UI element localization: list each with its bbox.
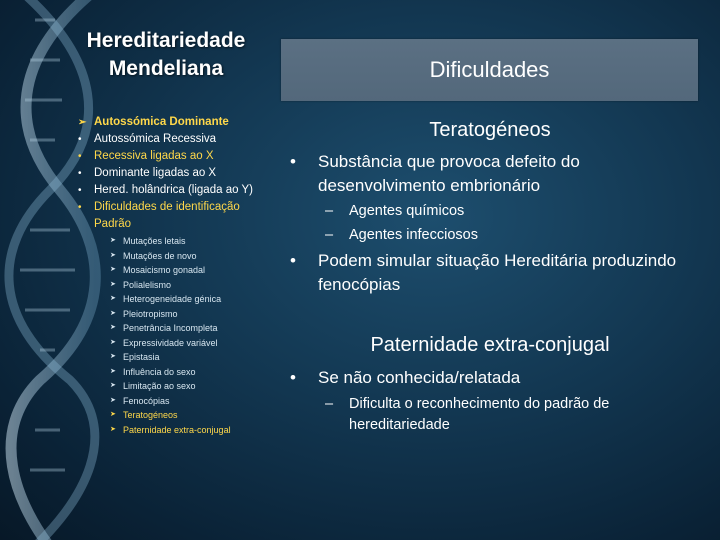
arrow-bullet-icon: ➤ [110,237,116,244]
difficulty-item-text: Polialelismo [123,279,172,290]
list-bullet: • [78,151,82,162]
panel-title: Dificuldades [429,57,550,82]
difficulty-item [110,249,280,264]
difficulty-item-text: Penetrância Incompleta [123,323,218,333]
list-bullet: • [78,185,82,196]
difficulty-item-text: Mutações de novo [123,250,197,261]
bullet-text: Substância que provoca defeito do desenvolvimento embrionário [318,152,580,195]
dash-item-difficulty [325,394,685,436]
arrow-bullet-icon: ➤ [110,280,116,288]
difficulty-item-text: Epistasia [123,352,160,362]
difficulty-item-text: Paternidade extra-conjugal [123,424,231,435]
arrow-bullet-icon: ➤ [110,425,116,433]
inheritance-list-item [78,131,278,148]
dash-item-chemical [325,200,685,222]
difficulty-item [110,379,280,394]
paternity-heading: Paternidade extra-conjugal [370,334,610,356]
difficulty-item-text: Pleiotropismo [123,308,178,319]
list-bullet: • [78,202,82,213]
inheritance-list-item [78,114,278,131]
difficulty-item [110,394,280,409]
dash-marker: – [325,396,334,412]
bullet-dot: • [290,251,296,270]
title-panel [281,39,698,101]
dash-marker: – [325,227,334,243]
difficulty-item [110,321,280,336]
list-bullet: • [78,168,82,179]
difficulty-item [110,278,280,293]
difficulty-item-text: Expressividade variável [123,337,218,348]
dash-text: Agentes infecciosos [349,227,478,243]
difficulty-item-text: Heterogeneidade génica [123,294,222,304]
difficulty-item [110,423,280,438]
inheritance-list [78,114,278,233]
arrow-bullet-icon: ➤ [110,251,116,259]
dash-text: Dificulta o reconhecimento do padrão de hereditariedade [349,396,610,433]
difficulty-item [110,336,280,351]
difficulty-item [110,307,280,322]
arrow-bullet-icon: ➤ [110,367,116,375]
difficulty-item [110,365,280,380]
arrow-bullet-icon: ➤ [110,353,116,360]
difficulty-item [110,263,280,278]
list-bullet: ➢ [78,117,87,128]
list-item-text: Recessiva ligadas ao X [94,150,214,162]
inheritance-list-item [78,165,278,182]
dash-text: Agentes químicos [349,203,465,219]
dash-item-infectious [325,224,685,246]
list-item-text: Autossómica Recessiva [94,133,217,145]
bullet-text: Se não conhecida/relatada [318,368,521,387]
teratogens-heading: Teratogéneos [429,119,551,141]
inheritance-list-item [78,182,278,199]
arrow-bullet-icon: ➤ [110,295,116,302]
bullet-dot: • [290,368,296,387]
difficulties-sublist [110,234,280,437]
inheritance-list-item [78,148,278,165]
list-item-text: Hered. holândrica (ligada ao Y) [94,184,253,196]
arrow-bullet-icon: ➤ [110,324,116,331]
list-item-text: Dominante ligadas ao X [94,167,217,179]
slide-title: Hereditariedade Mendeliana [86,29,246,80]
difficulty-item [110,350,280,365]
difficulty-item [110,408,280,423]
list-bullet: • [78,134,82,145]
difficulty-item-text: Limitação ao sexo [123,381,196,391]
bullet-unknown [290,366,690,390]
bullet-text: Podem simular situação Hereditária produzindo fenocópias [318,251,677,294]
difficulty-item [110,234,280,249]
dash-marker: – [325,203,334,219]
difficulty-item-text: Teratogéneos [123,410,178,420]
bullet-simulate [290,249,690,297]
difficulty-item-text: Mutações letais [123,236,186,246]
bullet-substance [290,150,690,198]
arrow-bullet-icon: ➤ [110,382,116,389]
difficulty-item-text: Influência do sexo [123,366,196,377]
arrow-bullet-icon: ➤ [110,411,116,418]
difficulty-item [110,292,280,307]
arrow-bullet-icon: ➤ [110,266,116,273]
list-item-text: Dificuldades de identificação Padrão [94,201,240,230]
difficulty-item-text: Fenocópias [123,395,170,406]
arrow-bullet-icon: ➤ [110,309,116,317]
inheritance-list-item [78,199,278,233]
arrow-bullet-icon: ➤ [110,396,116,404]
list-item-text: Autossómica Dominante [94,116,229,128]
difficulty-item-text: Mosaicismo gonadal [123,265,206,275]
arrow-bullet-icon: ➤ [110,338,116,346]
bullet-dot: • [290,152,296,171]
